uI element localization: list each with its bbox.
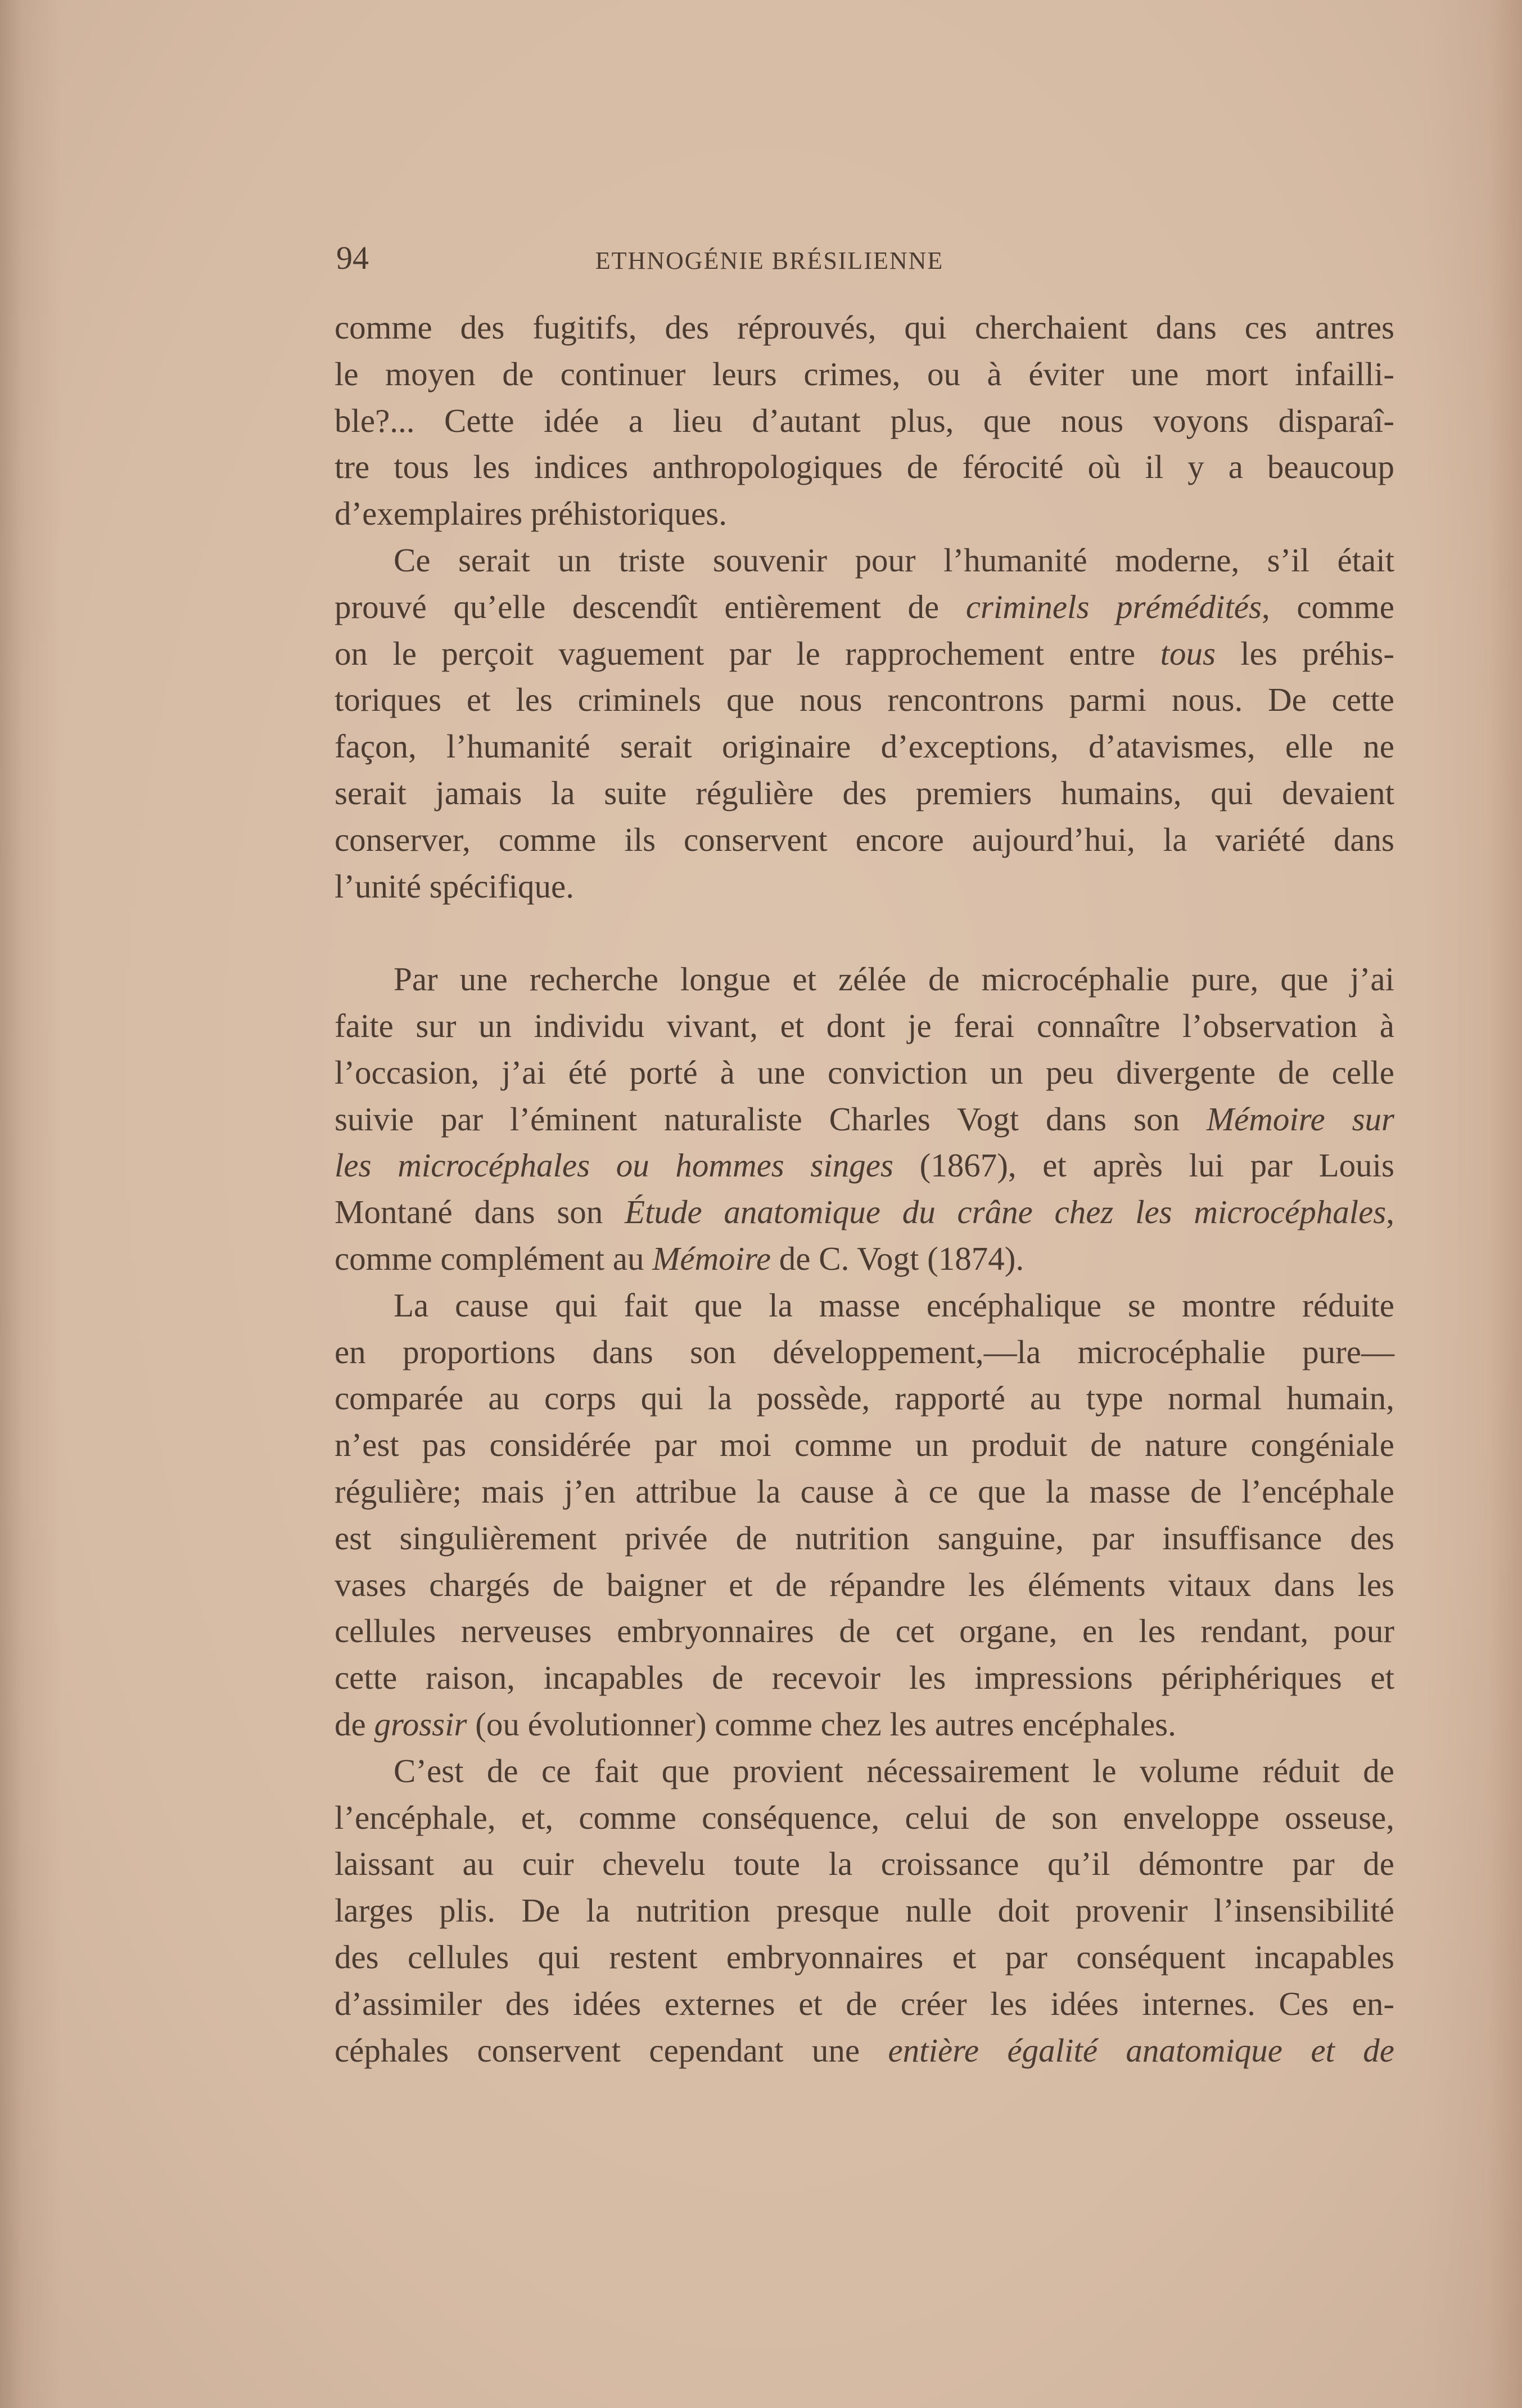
text-segment: toriques et les criminels que nous rencontrons parmi nous. De cette [335, 681, 1394, 719]
page-number: 94 [336, 240, 369, 276]
text-segment: comme des fugitifs, des réprouvés, qui cherchaient dans ces antres [335, 309, 1394, 346]
text-segment: La cause qui fait que la masse encéphalique se montre réduite [394, 1286, 1394, 1324]
text-line [335, 1003, 1394, 1049]
text-segment: les préhis- [1215, 634, 1395, 672]
text-line [335, 1422, 1394, 1468]
italic-text: grossir [374, 1706, 467, 1743]
text-line [335, 537, 1394, 584]
text-line [335, 630, 1394, 677]
text-segment: régulière; mais j’en attribue la cause à ce que la masse de l’encéphale [335, 1473, 1394, 1510]
text-line [335, 817, 1394, 863]
italic-text: Étude anatomique du crâne chez les microcéphales [625, 1193, 1386, 1231]
text-line [335, 304, 1394, 351]
text-segment: faite sur un individu vivant, et dont je ferai connaître l’observation à [335, 1007, 1394, 1044]
text-line [335, 1981, 1394, 2027]
text-line [335, 1468, 1394, 1515]
text-segment: céphales conservent cependant une [335, 2031, 888, 2069]
text-line [335, 1562, 1394, 1608]
text-segment: , [1386, 1193, 1394, 1231]
text-line [335, 1794, 1394, 1841]
italic-text: Mémoire sur [1206, 1100, 1394, 1138]
text-line [335, 444, 1394, 490]
text-line [335, 1235, 1394, 1282]
text-segment: serait jamais la suite régulière des premiers humains, qui devaient [335, 774, 1394, 811]
text-segment: est singulièrement privée de nutrition sanguine, par insuffisance des [335, 1519, 1394, 1557]
text-line [335, 1608, 1394, 1654]
text-segment: Par une recherche longue et zélée de microcéphalie pure, que j’ai [394, 961, 1394, 998]
text-segment: l’unité spécifique. [335, 867, 574, 905]
text-line [335, 584, 1394, 630]
text-segment: d’assimiler des idées externes et de créer les idées internes. Ces en- [335, 1985, 1394, 2022]
text-segment: vases chargés de baigner et de répandre les éléments vitaux dans les [335, 1566, 1394, 1603]
text-segment: des cellules qui restent embryonnaires et par conséquent incapables [335, 1938, 1394, 1976]
text-segment: on le perçoit vaguement par le rapprochement entre [335, 634, 1160, 672]
text-line [335, 770, 1394, 817]
text-line [335, 1096, 1394, 1143]
text-segment: de [335, 1706, 374, 1743]
text-line [335, 1282, 1394, 1329]
text-segment: le moyen de continuer leurs crimes, ou à éviter une mort infailli- [335, 355, 1394, 393]
text-line [335, 1654, 1394, 1701]
text-segment: l’encéphale, et, comme conséquence, celui de son enveloppe osseuse, [335, 1798, 1394, 1836]
italic-text: Mémoire [652, 1240, 771, 1277]
text-line [335, 723, 1394, 770]
text-line [335, 1515, 1394, 1562]
text-segment: d’exemplaires préhistoriques. [335, 495, 727, 533]
text-line [335, 1142, 1394, 1189]
text-segment: comparée au corps qui la possède, rapporté au type normal humain, [335, 1379, 1394, 1417]
text-segment: Montané dans son [335, 1193, 625, 1231]
text-segment: cellules nerveuses embryonnaires de cet organe, en les rendant, pour [335, 1612, 1394, 1650]
text-line [335, 1329, 1394, 1376]
text-segment: (1867), et après lui par Louis [893, 1147, 1394, 1184]
text-segment: prouvé qu’elle descendît entièrement de [335, 588, 966, 625]
running-head-wrapper [0, 246, 1522, 275]
text-segment: n’est pas considérée par moi comme un produit de nature congéniale [335, 1426, 1394, 1464]
text-segment: façon, l’humanité serait originaire d’exceptions, d’atavismes, elle ne [335, 728, 1394, 765]
text-segment: , comme [1261, 588, 1394, 625]
text-segment: Ce serait un triste souvenir pour l’humanité moderne, s’il était [394, 542, 1394, 579]
text-segment: en proportions dans son développement,—la microcéphalie pure— [335, 1333, 1394, 1370]
text-line [335, 1748, 1394, 1794]
italic-text: les microcéphales ou hommes singes [335, 1147, 893, 1184]
text-segment: l’occasion, j’ai été porté à une conviction un peu divergente de celle [335, 1053, 1394, 1091]
text-line [335, 1887, 1394, 1934]
text-segment: suivie par l’éminent naturaliste Charles Vogt dans son [335, 1100, 1207, 1138]
text-line [335, 1934, 1394, 1981]
text-segment: comme complément au [335, 1240, 653, 1277]
text-line [335, 1189, 1394, 1235]
italic-text: criminels prémédités [965, 588, 1262, 625]
text-line [335, 398, 1394, 444]
text-line [335, 956, 1394, 1003]
text-segment: larges plis. De la nutrition presque nulle doit provenir l’insensibilité [335, 1892, 1394, 1929]
text-segment: C’est de ce fait que provient nécessairement le volume réduit de [394, 1752, 1394, 1789]
text-segment: laissant au cuir chevelu toute la croissance qu’il démontre par de [335, 1845, 1394, 1883]
text-line [335, 677, 1394, 723]
text-line [335, 1701, 1394, 1748]
text-line [335, 1049, 1394, 1096]
text-segment: tre tous les indices anthropologiques de férocité où il y a beaucoup [335, 448, 1394, 486]
text-line [335, 351, 1394, 398]
running-title: ETHNOGÉNIE BRÉSILIENNE [595, 247, 944, 274]
italic-text: tous [1160, 634, 1216, 672]
text-line [335, 1841, 1394, 1887]
text-line [335, 490, 1394, 537]
text-line [335, 863, 1394, 910]
text-segment: ble?... Cette idée a lieu d’autant plus, que nous voyons disparaî- [335, 402, 1394, 439]
text-segment: de C. Vogt (1874). [771, 1240, 1024, 1277]
text-segment: cette raison, incapables de recevoir les impressions périphériques et [335, 1659, 1394, 1697]
text-segment: (ou évolutionner) comme chez les autres encéphales. [467, 1706, 1176, 1743]
italic-text: entière égalité anatomique et de [888, 2031, 1394, 2069]
text-line [335, 2027, 1394, 2074]
text-segment: conserver, comme ils conservent encore aujourd’hui, la variété dans [335, 820, 1394, 858]
text-line [335, 1375, 1394, 1422]
